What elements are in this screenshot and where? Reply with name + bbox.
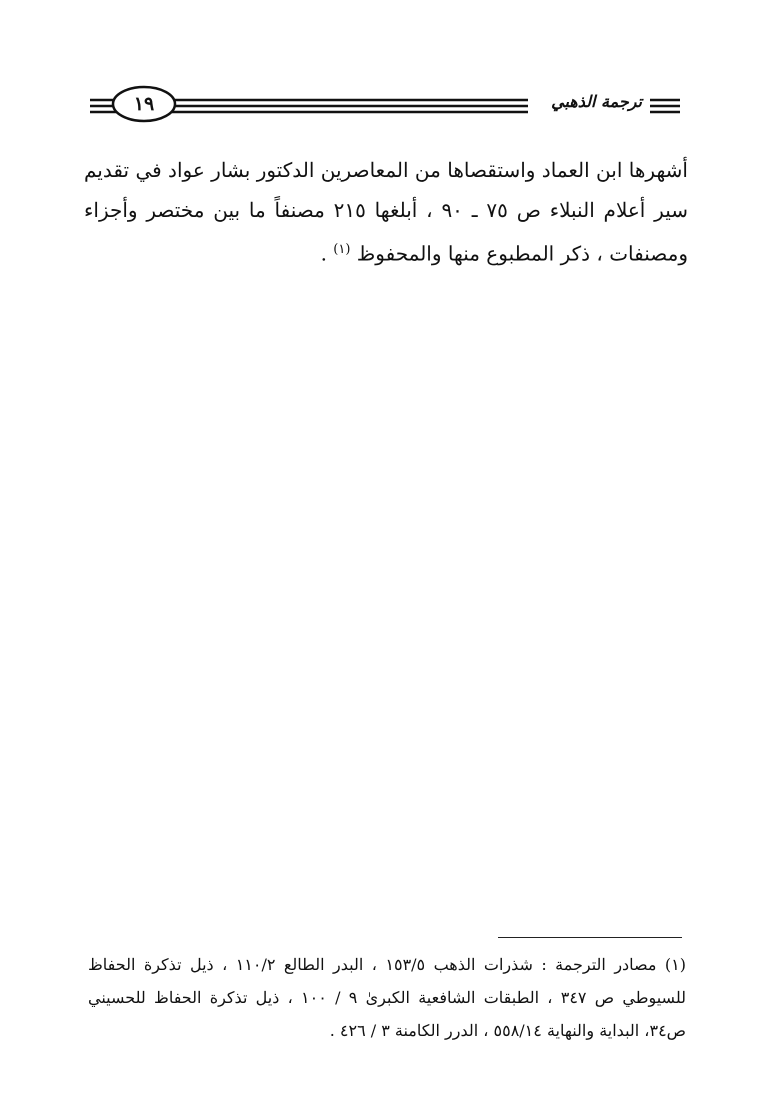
sentence-end: . [320, 241, 334, 266]
footnote-reference: (١) [333, 242, 351, 257]
running-title: ترجمة الذهبي [551, 92, 642, 111]
body-paragraph [84, 150, 688, 274]
footnote: (١) مصادر الترجمة : شذرات الذهب ١٥٣/٥ ، البدر الطالع ١١٠/٢ ، ذيل تذكرة الحفاظ للسيوطي ص ٣٤٧ ، الطبقات الشافعية الكبرىٰ ٩ / ١٠٠ ، ذيل تذكرة الحفاظ للحسيني ص٣٤، البداية والنهاية ٥٥٨/١٤ ، الدرر الكامنة ٣ / ٤٢٦ . [88, 955, 687, 1040]
footnote-separator [498, 937, 682, 938]
page-header [88, 82, 682, 126]
page-number: ١٩ [133, 93, 155, 115]
body-text: أشهرها ابن العماد واستقصاها من المعاصرين الدكتور بشار عواد في تقديم سير أعلام النبلاء ص ٧٥ ـ ٩٠ ، أبلغها ٢١٥ مصنفاً ما بين مختصر وأجزاء ومصنفات ، ذكر المطبوع منها والمحفوظ [84, 158, 689, 266]
